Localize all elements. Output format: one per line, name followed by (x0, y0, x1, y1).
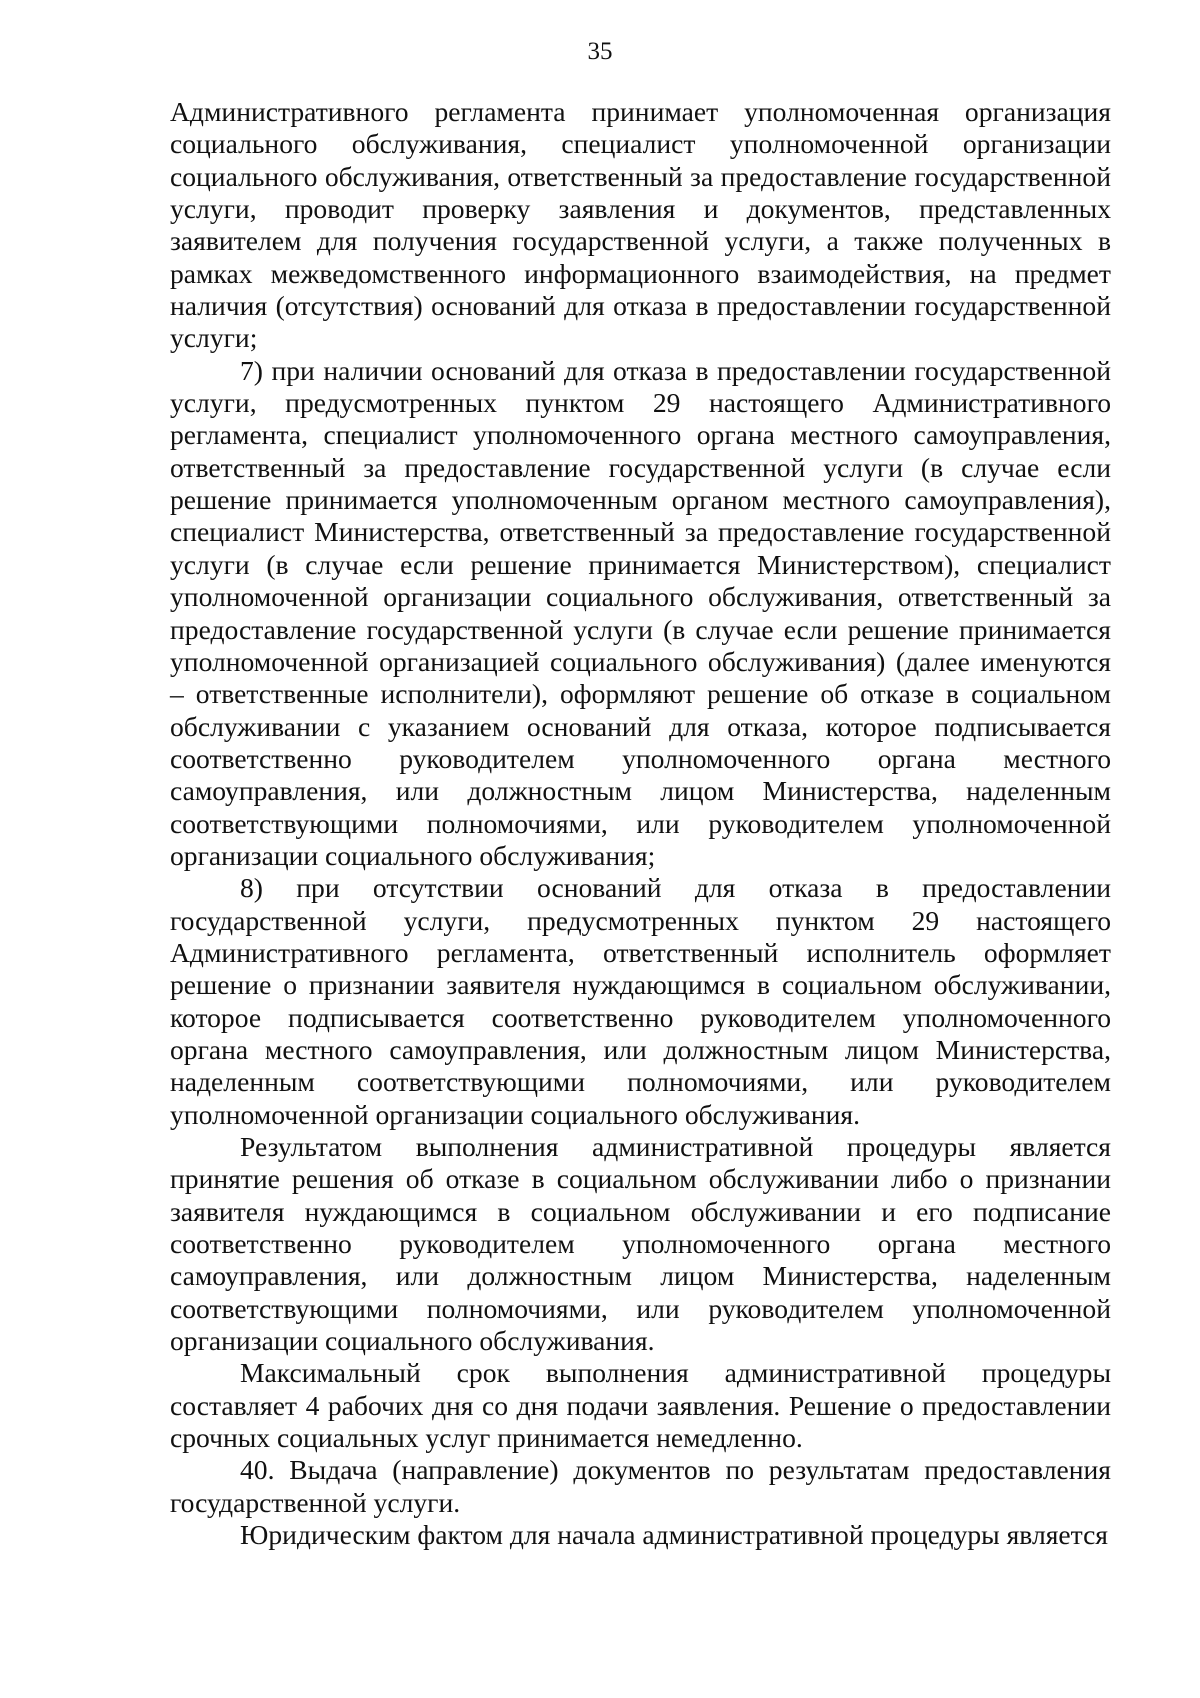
document-body (170, 96, 1111, 1551)
paragraph-item-7: 7) при наличии оснований для отказа в предоставлении государственной услуги, предусмотренных пунктом 29 настоящего Административного регламента, специалист уполномоченного органа местного самоуправления, ответственный за предоставление государственной услуги (в случае если решение принимается уполномоченным органом местного самоуправления), специалист Министерства, ответственный за предоставление государственной услуги (в случае если решение принимается Министерством), специалист уполномоченной организации социального обслуживания, ответственный за предоставление государственной услуги (в случае если решение принимается уполномоченной организацией социального обслуживания) (далее именуются – ответственные исполнители), оформляют решение об отказе в социальном обслуживании с указанием оснований для отказа, которое подписывается соответственно руководителем уполномоченного органа местного самоуправления, или должностным лицом Министерства, наделенным соответствующими полномочиями, или руководителем уполномоченной организации социального обслуживания; (170, 354, 1111, 871)
paragraph-section-40: 40. Выдача (направление) документов по результатам предоставления государственной услуги. (170, 1454, 1111, 1518)
paragraph-continuation: Административного регламента принимает уполномоченная организация социального обслуживания, специалист уполномоченной организации социального обслуживания, ответственный за предоставление государственной услуги, проводит проверку заявления и документов, представленных заявителем для получения государственной услуги, а также полученных в рамках межведомственного информационного взаимодействия, на предмет наличия (отсутствия) оснований для отказа в предоставлении государственной услуги; (170, 96, 1111, 354)
paragraph-max-term: Максимальный срок выполнения административной процедуры составляет 4 рабочих дня со дня подачи заявления. Решение о предоставлении срочных социальных услуг принимается немедленно. (170, 1357, 1111, 1454)
paragraph-legal-fact: Юридическим фактом для начала административной процедуры является (240, 1519, 1109, 1551)
paragraph-result: Результатом выполнения административной процедуры является принятие решения об отказе в социальном обслуживании либо о признании заявителя нуждающимся в социальном обслуживании и его подписание соответственно руководителем уполномоченного органа местного самоуправления, или должностным лицом Министерства, наделенным соответствующими полномочиями, или руководителем уполномоченной организации социального обслуживания. (170, 1131, 1111, 1357)
paragraph-item-8: 8) при отсутствии оснований для отказа в предоставлении государственной услуги, предусмотренных пунктом 29 настоящего Административного регламента, ответственный исполнитель оформляет решение о признании заявителя нуждающимся в социальном обслуживании, которое подписывается соответственно руководителем уполномоченного органа местного самоуправления, или должностным лицом Министерства, наделенным соответствующими полномочиями, или руководителем уполномоченной организации социального обслуживания. (170, 872, 1111, 1130)
page-number: 35 (587, 38, 613, 65)
